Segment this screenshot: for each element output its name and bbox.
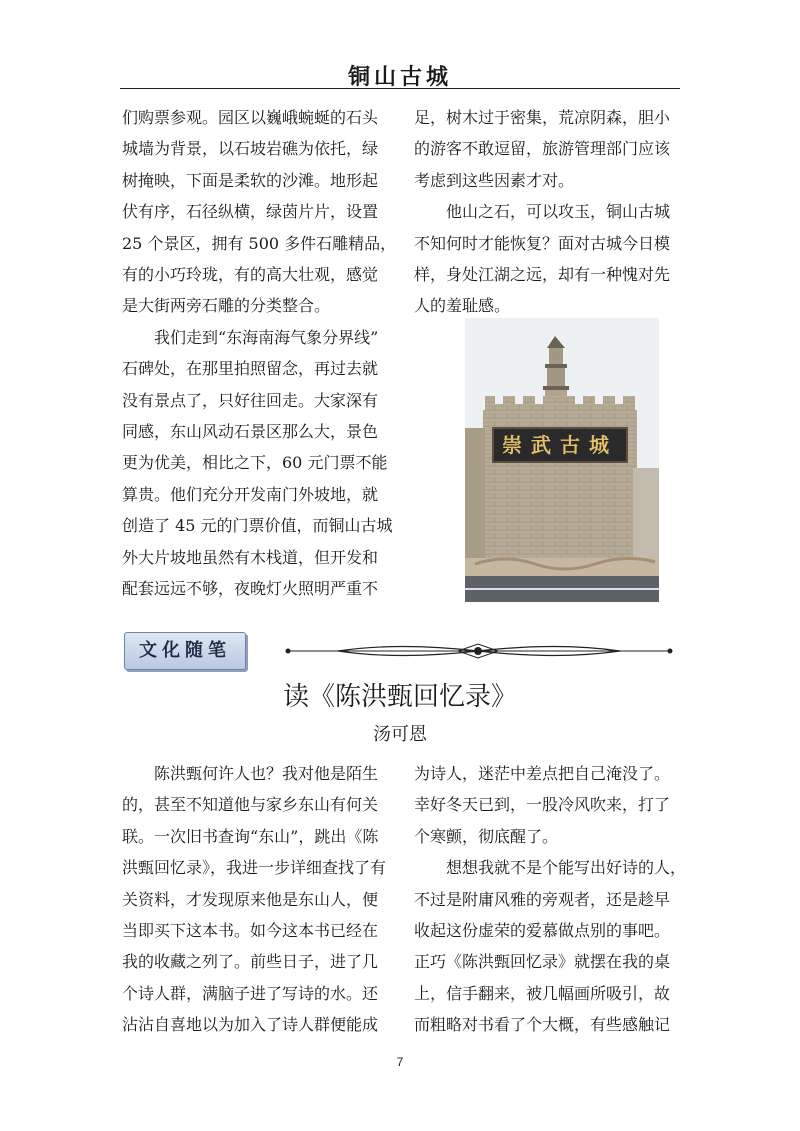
text-line: 关资料，才发现原来他是东山人，便 [122,889,379,909]
text-line: 不知何时才能恢复？面对古城今日模 [414,233,671,253]
column-top-left [122,102,397,605]
text-line: 算贵。他们充分开发南门外坡地，就 [122,484,379,504]
paragraph [122,322,393,605]
text-line: 的游客不敢逗留，旅游管理部门应该 [414,139,671,159]
article-title: 读《陈洪甄回忆录》 [282,682,517,712]
ancient-city-gate-photo [465,318,659,602]
text-line: 洪甄回忆录》，我进一步详细查找了有 [122,858,387,878]
text-line: 人的羞耻感。 [414,296,511,316]
text-line: 考虑到这些因素才对。 [414,170,575,190]
text-line: 个寒颤，彻底醒了。 [414,826,559,846]
text-line: 我们走到“东海南海气象分界线” [154,327,379,347]
text-line: 伏有序，石径纵横，绿茵片片，设置 [122,202,379,222]
city-gate-illustration [465,318,659,602]
text-line: 不过是附庸风雅的旁观者，还是趁早 [414,889,671,909]
paragraph [122,758,390,1041]
text-line: 同感，东山风动石景区那么大，景色 [122,422,379,442]
text-line: 没有景点了，只好往回走。大家深有 [122,390,379,410]
text-line: 收起这份虚荣的爱慕做点别的事吧。 [414,921,671,941]
text-line: 我的收藏之列了。前些日子，进了几 [122,952,379,972]
paragraph [414,852,687,1040]
column-bottom-left [122,758,390,1041]
text-line: 更为优美，相比之下，60 元门票不能 [122,453,388,473]
article-author: 汤可恩 [373,724,427,745]
text-line: 是大街两旁石雕的分类整合。 [122,296,331,316]
page-header-title: 铜山古城 [347,64,452,90]
header-rule [120,88,680,89]
ornamental-divider [278,640,680,662]
column-bottom-right [414,758,687,1041]
text-line: 当即买下这本书。如今这本书已经在 [122,921,379,941]
text-line: 正巧《陈洪甄回忆录》就摆在我的桌 [414,952,671,972]
text-line: 树掩映，下面是柔软的沙滩。地形起 [122,170,379,190]
page-number: 7 [396,1055,404,1069]
text-line: 创造了 45 元的门票价值，而铜山古城 [122,516,393,536]
text-line: 陈洪甄何许人也？我对他是陌生 [154,764,379,783]
text-line: 联。一次旧书查询“东山”，跳出《陈 [122,826,379,846]
text-line: 足，树木过于密集，荒凉阴森，胆小 [414,108,671,127]
text-line: 外大片坡地虽然有木栈道，但开发和 [122,547,379,567]
text-line: 沾沾自喜地以为加入了诗人群便能成 [122,1015,379,1035]
column-top-right [414,102,684,322]
text-line: 而粗略对书看了个大概，有些感触记 [414,1015,671,1035]
plaque-text: 崇武古城 [502,433,618,457]
text-line: 他山之石，可以攻玉，铜山古城 [446,202,671,222]
text-line: 25 个景区，拥有 500 多件石雕精品， [122,233,397,253]
text-line: 个诗人群，满脑子进了写诗的水。还 [122,983,379,1003]
text-line: 上，信手翻来，被几幅画所吸引，故 [414,983,671,1003]
text-line: 有的小巧玲珑，有的高大壮观，感觉 [122,265,379,285]
text-line: 城墙为背景，以石坡岩礁为依托，绿 [122,139,379,159]
text-line: 的，甚至不知道他与家乡东山有何关 [122,795,379,815]
text-line: 为诗人，迷茫中差点把自己淹没了。 [414,764,671,783]
paragraph [122,102,397,322]
section-banner-label: 文化随笔 [139,640,231,661]
text-line: 样，身处江湖之远，却有一种愧对先 [414,265,671,285]
section-banner-box [124,632,246,670]
text-line: 石碑处，在那里拍照留念，再过去就 [122,359,379,379]
text-line: 幸好冬天已到，一股冷风吹来，打了 [414,795,671,815]
paragraph [414,758,684,852]
paragraph [414,102,684,196]
section-banner [120,628,250,674]
text-line: 配套远远不够，夜晚灯火照明严重不 [122,579,379,599]
text-line: 想想我就不是个能写出好诗的人， [446,858,687,878]
text-line: 们购票参观。园区以巍峨蜿蜒的石头 [122,108,379,127]
paragraph [414,196,684,322]
